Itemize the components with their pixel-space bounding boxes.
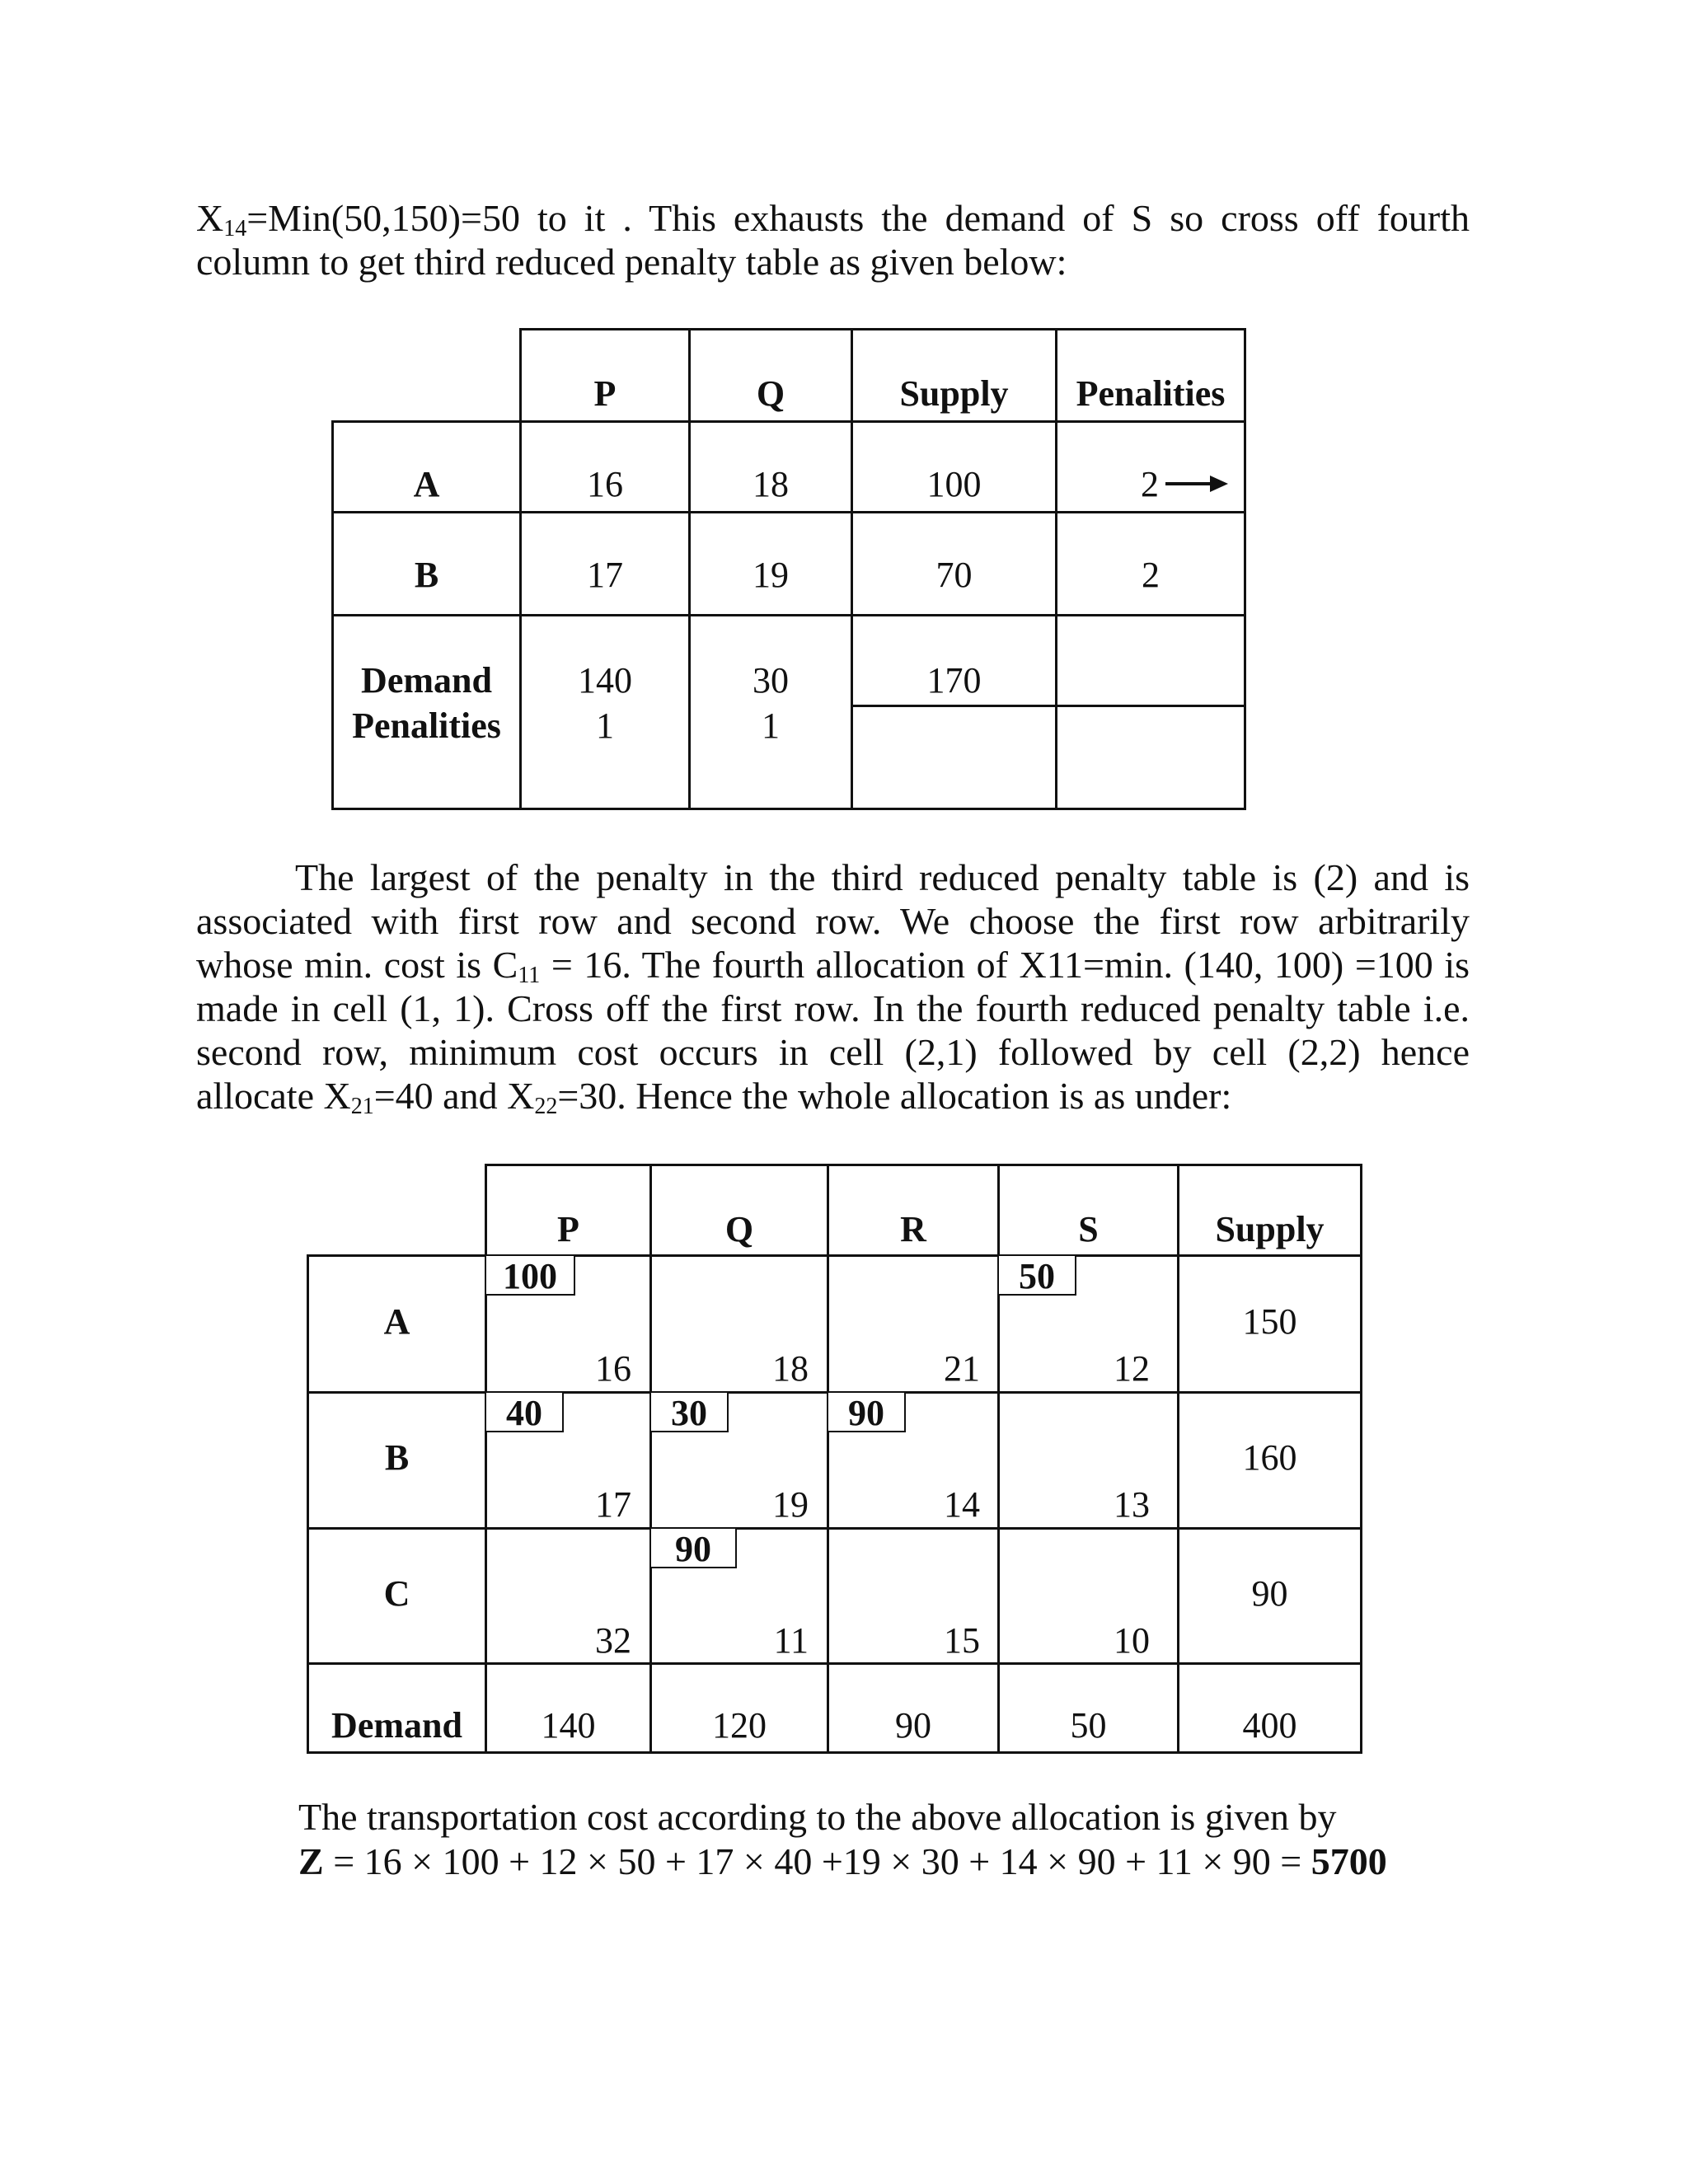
cost-intro-line: The transportation cost according to the above allocation is given by [298, 1796, 1337, 1838]
allocation-b-r: 90 [827, 1391, 906, 1432]
cost-b-p: 17 [595, 1484, 631, 1525]
penalty-p: 1 [596, 705, 614, 746]
text-line: column to get third reduced penalty table as given below: [196, 241, 1067, 283]
header-p: P [557, 1209, 579, 1249]
text-line: made in cell (1, 1). Cross off the first row. In the fourth reduced penalty table i.e. [196, 987, 1470, 1029]
demand-total: 170 [926, 660, 982, 701]
demand-label: Demand [361, 660, 492, 701]
demand-q: 30 [753, 660, 789, 701]
demand-s: 50 [1070, 1705, 1107, 1746]
cost-c-r: 15 [944, 1620, 980, 1661]
cell-a-p: 16 [587, 464, 623, 504]
row-label-c: C [383, 1573, 410, 1614]
demand-r: 90 [895, 1705, 931, 1746]
text-line: second row, minimum cost occurs in cell (2,1) followed by cell (2,2) hence [196, 1031, 1470, 1073]
text-fragment: allocate X [196, 1075, 351, 1117]
header-penalities: Penalities [1076, 373, 1226, 414]
z-label: Z [298, 1840, 324, 1882]
cell-b-penalty: 2 [1142, 555, 1160, 595]
intro-paragraph [196, 196, 1470, 284]
text-fragment: =40 and X [373, 1075, 535, 1117]
row-label-a: A [413, 464, 440, 504]
cell-b-q: 19 [753, 555, 789, 595]
row-label-b: B [414, 555, 439, 595]
cost-b-r: 14 [944, 1484, 980, 1525]
demand-total: 400 [1242, 1705, 1297, 1746]
arrow-right-icon [1164, 471, 1230, 496]
header-s: S [1078, 1209, 1099, 1249]
demand-p: 140 [541, 1705, 596, 1746]
cost-expression: = 16 × 100 + 12 × 50 + 17 × 40 +19 × 30 + 14 × 90 + 11 × 90 = [323, 1840, 1311, 1882]
header-supply: Supply [899, 373, 1009, 414]
allocation-c-q: 90 [649, 1527, 737, 1568]
text-fragment: =30. Hence the whole allocation is as under: [557, 1075, 1232, 1117]
text-fragment: whose min. cost is C [196, 944, 518, 986]
cost-equation [298, 1840, 1387, 1884]
cost-c-s: 10 [1114, 1620, 1150, 1661]
header-supply: Supply [1215, 1209, 1325, 1249]
allocation-a-p: 100 [485, 1254, 575, 1296]
row-label-a: A [383, 1301, 410, 1342]
cost-b-q: 19 [772, 1484, 809, 1525]
cost-a-s: 12 [1114, 1348, 1150, 1389]
supply-c: 90 [1251, 1573, 1288, 1614]
cell-b-p: 17 [587, 555, 623, 595]
demand-q: 120 [712, 1705, 767, 1746]
supply-b: 160 [1242, 1437, 1297, 1478]
penalty-q: 1 [762, 705, 780, 746]
demand-p: 140 [578, 660, 632, 701]
cell-b-supply: 70 [935, 555, 973, 595]
text-line: associated with first row and second row. We choose the first row arbitrarily [196, 900, 1470, 942]
subscript: 21 [350, 1094, 374, 1119]
cost-c-p: 32 [595, 1620, 631, 1661]
cell-a-q: 18 [753, 464, 789, 504]
cost-a-q: 18 [772, 1348, 809, 1389]
penalities-label: Penalities [352, 705, 501, 746]
cost-b-s: 13 [1114, 1484, 1150, 1525]
subscript: 14 [223, 216, 247, 241]
cost-a-p: 16 [595, 1348, 631, 1389]
header-r: R [900, 1209, 926, 1249]
header-q: Q [756, 373, 785, 414]
allocation-a-s: 50 [997, 1254, 1076, 1296]
text-fragment: X [196, 197, 224, 239]
cost-c-q: 11 [773, 1620, 809, 1661]
cell-a-penalty: 2 [1141, 464, 1159, 504]
subscript: 22 [534, 1094, 558, 1119]
demand-label: Demand [331, 1705, 462, 1746]
text-fragment: = 16. The fourth allocation of X11=min. (140, 100) =100 is [540, 944, 1470, 986]
text-line: The largest of the penalty in the third reduced penalty table is (2) and is [295, 856, 1470, 898]
explanation-paragraph [196, 855, 1470, 1118]
cost-a-r: 21 [944, 1348, 980, 1389]
allocation-b-q: 30 [649, 1391, 729, 1432]
header-p: P [593, 373, 617, 414]
header-q: Q [724, 1209, 754, 1249]
row-label-b: B [384, 1437, 410, 1478]
text-fragment: =Min(50,150)=50 to it . This exhausts the demand of S so cross off fourth [246, 197, 1470, 239]
subscript: 11 [518, 963, 541, 988]
cell-a-supply: 100 [926, 464, 982, 504]
cost-result: 5700 [1311, 1840, 1387, 1882]
supply-a: 150 [1242, 1301, 1297, 1342]
allocation-b-p: 40 [485, 1391, 564, 1432]
